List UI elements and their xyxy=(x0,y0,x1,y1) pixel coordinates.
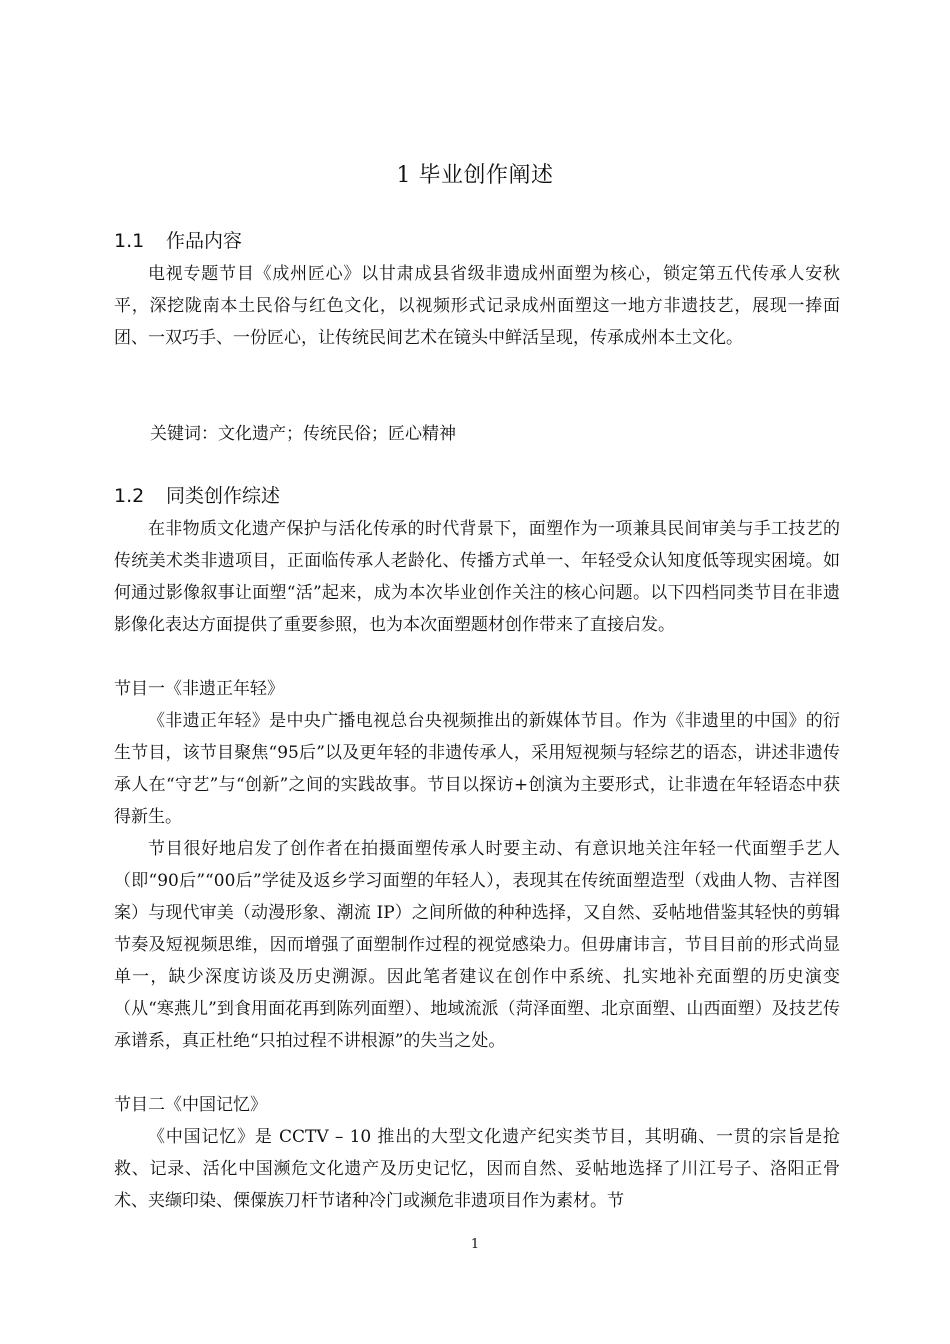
section-1-2-intro: 在非物质文化遗产保护与活化传承的时代背景下，面塑作为一项兼具民间审美与手工技艺的传统美术类非遗项目，正面临传承人老龄化、传播方式单一、年轻受众认知度低等现实困境。如何通过影像叙事让面塑“活”起来，成为本次毕业创作关注的核心问题。以下四档同类节目在非遗影像化表达方面提供了重要参照，也为本次面塑题材创作带来了直接启发。 xyxy=(114,519,840,635)
section-number: 1.2 xyxy=(114,485,145,507)
program-2-paragraph-1: 《中国记忆》是 CCTV – 10 推出的大型文化遗产纪实类节目，其明确、一贯的宗旨是抢救、记录、活化中国濒危文化遗产及历史记忆，因而自然、妥帖地选择了川江号子、洛阳正骨术、夹缬印染、傈僳族刀杆节诸种冷门或濒危非遗项目作为素材。节 xyxy=(114,1127,840,1211)
section-number: 1.1 xyxy=(114,230,145,252)
section-heading-1-2 xyxy=(114,482,280,510)
program-1-label: 节目一《非遗正年轻》 xyxy=(114,679,284,699)
program-1-paragraph-1: 《非遗正年轻》是中央广播电视总台央视频推出的新媒体节目。作为《非遗里的中国》的衍生节目，该节目聚焦“95后”以及更年轻的非遗传承人，采用短视频与轻综艺的语态，讲述非遗传承人在“守艺”与“创新”之间的实践故事。节目以探访+创演为主要形式，让非遗在年轻语态中获得新生。 xyxy=(114,711,840,827)
section-title: 作品内容 xyxy=(166,230,243,252)
program-2-label: 节目二《中国记忆》 xyxy=(114,1095,267,1115)
program-1-paragraph-2: 节目很好地启发了创作者在拍摄面塑传承人时要主动、有意识地关注年轻一代面塑手艺人（即“90后”“00后”学徒及返乡学习面塑的年轻人），表现其在传统面塑造型（戏曲人物、吉祥图案）与现代审美（动漫形象、潮流 IP）之间所做的种种选择，又自然、妥帖地借鉴其轻快的剪辑节奏及短视频思维，因而增强了面塑制作过程的视觉感染力。但毋庸讳言，节目目前的形式尚显单一，缺少深度访谈及历史溯源。因此笔者建议在创作中系统、扎实地补充面塑的历史演变（从“寒燕儿”到食用面花再到陈列面塑）、地域流派（菏泽面塑、北京面塑、山西面塑）及技艺传承谱系，真正杜绝“只拍过程不讲根源”的失当之处。 xyxy=(114,839,840,1051)
chapter-title: 1 毕业创作阐述 xyxy=(396,163,554,188)
section-1-1-body: 电视专题节目《成州匠心》以甘肃成县省级非遗成州面塑为核心，锁定第五代传承人安秋平，深挖陇南本土民俗与红色文化，以视频形式记录成州面塑这一地方非遗技艺，展现一捧面团、一双巧手、一份匠心，让传统民间艺术在镜头中鲜活呈现，传承成州本土文化。 xyxy=(114,264,840,348)
section-title: 同类创作综述 xyxy=(166,485,281,507)
page-number: 1 xyxy=(470,1237,480,1252)
section-heading-1-1 xyxy=(114,227,242,255)
keywords-line: 关键词：文化遗产；传统民俗；匠心精神 xyxy=(150,424,456,444)
